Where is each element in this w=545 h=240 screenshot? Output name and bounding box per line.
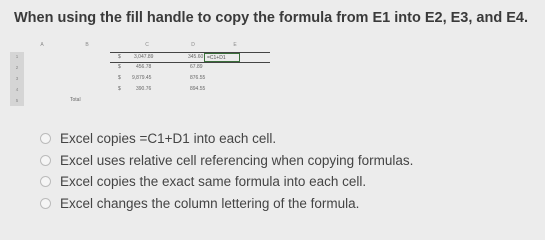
- c1-dollar: $: [118, 54, 121, 60]
- column-header-c: C: [145, 42, 149, 48]
- cell-e1-formula: =C1+D1: [204, 53, 240, 62]
- option-label: Excel uses relative cell referencing when copying formulas.: [60, 152, 414, 168]
- row-header-1: 1: [10, 52, 24, 62]
- column-header-e: E: [233, 42, 237, 48]
- spreadsheet-image: [10, 42, 278, 108]
- column-header-b: B: [85, 42, 89, 48]
- row-header-4: 4: [10, 84, 24, 95]
- answer-option-3[interactable]: [40, 171, 413, 193]
- option-label: Excel copies the exact same formula into each cell.: [60, 174, 367, 190]
- column-header-a: A: [40, 42, 44, 48]
- cell-c2: 456.78: [136, 64, 152, 70]
- row-header-3: 3: [10, 73, 24, 84]
- answer-option-4[interactable]: [40, 193, 413, 215]
- cell-d3: 876.55: [190, 75, 206, 81]
- row-header-5: 5: [10, 95, 24, 106]
- radio-button[interactable]: [40, 155, 51, 166]
- radio-button[interactable]: [40, 133, 51, 144]
- row-header-2: 2: [10, 62, 24, 73]
- option-label: Excel changes the column lettering of the formula.: [60, 195, 360, 211]
- cell-total-label: Total: [70, 97, 81, 103]
- cell-d1: 345.60: [188, 54, 204, 60]
- cell-c1: 3,047.89: [134, 54, 154, 60]
- cell-c3: 9,879.45: [132, 75, 152, 81]
- radio-button[interactable]: [40, 198, 51, 209]
- answer-option-1[interactable]: [40, 128, 413, 150]
- cell-d4: 894.55: [190, 86, 206, 92]
- cell-d2: 67.89: [190, 64, 203, 70]
- cell-c4: 390.76: [136, 86, 152, 92]
- c3-dollar: $: [118, 75, 121, 81]
- c2-dollar: $: [118, 64, 121, 70]
- radio-button[interactable]: [40, 176, 51, 187]
- answer-options: [40, 128, 413, 214]
- question-text: When using the fill handle to copy the formula from E1 into E2, E3, and E4.: [14, 10, 528, 26]
- column-header-d: D: [191, 42, 195, 48]
- answer-option-2[interactable]: [40, 150, 413, 172]
- c4-dollar: $: [118, 86, 121, 92]
- option-label: Excel copies =C1+D1 into each cell.: [60, 131, 277, 147]
